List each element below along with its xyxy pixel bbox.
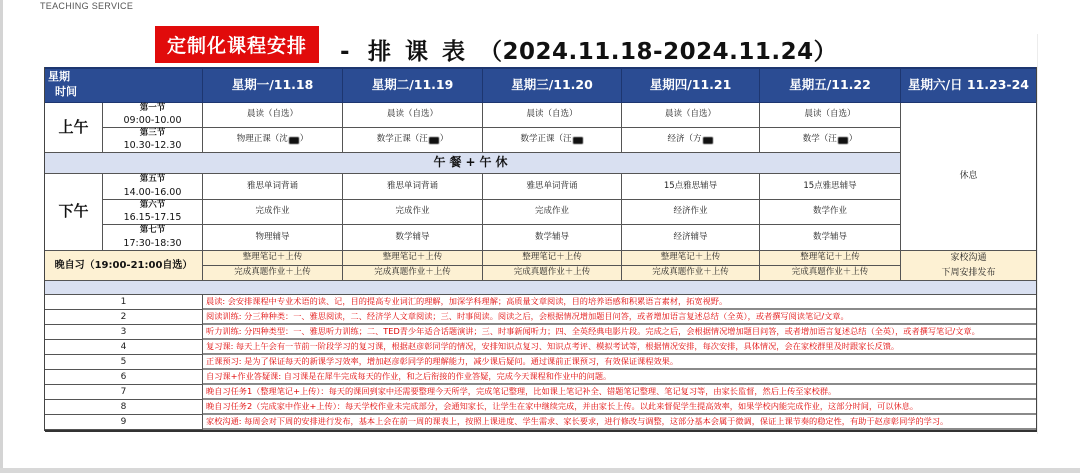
- title-badge: 定制化课程安排: [155, 26, 319, 63]
- note-text: 自习课+作业答疑课: 自习课是在犀牛完成每天的作业，和之后衔接的作业答疑，完成今天课程和作业中的问题。: [203, 370, 1037, 385]
- table-border-bottom: [45, 430, 1037, 432]
- schedule-cell: [203, 103, 343, 128]
- note-number: 8: [45, 400, 203, 415]
- table-border-top: [45, 67, 1037, 69]
- course-name: 晨读（自选）: [664, 109, 716, 120]
- schedule-cell: [760, 128, 901, 153]
- header-corner: [45, 68, 203, 103]
- page-title: [340, 33, 837, 66]
- evening-task-cell: 完成真题作业＋上传: [483, 266, 622, 281]
- course-name: 晨读（自选）: [386, 109, 438, 120]
- day-header: 星期六/日 11.23-24: [901, 68, 1037, 103]
- schedule-cell: 数学作业: [760, 200, 901, 225]
- schedule-cell: [203, 128, 343, 153]
- schedule-cell: [622, 103, 760, 128]
- evening-task-cell: 整理笔记＋上传: [343, 251, 483, 266]
- schedule-cell: 数学辅导: [483, 225, 622, 251]
- course-name: 晨读（自选）: [804, 109, 856, 120]
- note-number: 3: [45, 325, 203, 340]
- redacted-teacher-name: [429, 137, 439, 144]
- schedule-cell: 完成作业: [483, 200, 622, 225]
- course-suffix: ）: [848, 134, 858, 145]
- schedule-cell: 数学辅导: [760, 225, 901, 251]
- lunch-break-band: 午餐+午休: [45, 153, 901, 174]
- page-right-guide: [1037, 34, 1038, 434]
- evening-task-cell: 整理笔记＋上传: [483, 251, 622, 266]
- notes-header-band: [45, 281, 1037, 295]
- schedule-cell: [343, 128, 483, 153]
- course-suffix: ）: [439, 134, 449, 145]
- table-border-right: [1036, 67, 1037, 431]
- slot-label: [103, 174, 203, 200]
- slot-label: [103, 103, 203, 128]
- weekend-task-line2: 下周安排发布: [941, 267, 996, 278]
- note-text: 晚自习任务2（完成家中作业+上传）：每天学校作业未完成部分，会通知家长，让学生在家中继续完成，并由家长上传。以此来督促学生提高效率，如果学校内能完成作业，这部分时间，可以休息。: [203, 400, 1037, 415]
- day-header: 星期四/11.21: [622, 68, 760, 103]
- day-header: 星期一/11.18: [203, 68, 343, 103]
- evening-task-cell: 整理笔记＋上传: [622, 251, 760, 266]
- redacted-teacher-name: [838, 137, 848, 144]
- evening-study-label: 晚自习（19:00-21:00自选）: [45, 251, 203, 281]
- slot-time: 09:00-10.00: [123, 115, 182, 127]
- course-name: 晨读（自选）: [246, 109, 298, 120]
- note-text: 复习课: 每天上午会有一节前一阶段学习的复习课，根据赵彦彰同学的情况，安排知识点复习、知识点考评、模拟考试等，根据情况安排，每次安排，具体情况，会在家校群里及时跟家长反馈。: [203, 340, 1037, 355]
- course-name: 数学正课（汪: [520, 134, 572, 145]
- title-word: 排课表: [368, 39, 480, 65]
- page-left-edge: [0, 0, 3, 473]
- note-number: 1: [45, 295, 203, 310]
- weekend-task-line1: 家校沟通: [950, 253, 987, 264]
- note-number: 6: [45, 370, 203, 385]
- evening-weekend-cell: [901, 251, 1037, 281]
- slot-time: 17:30-18:30: [123, 237, 182, 249]
- course-suffix: ）: [299, 134, 309, 145]
- schedule-cell: [343, 103, 483, 128]
- schedule-cell: 完成作业: [343, 200, 483, 225]
- schedule-cell: 雅思单词背诵: [483, 174, 622, 200]
- schedule-cell: [483, 103, 622, 128]
- weekend-rest-cell: 休息: [901, 103, 1037, 251]
- redacted-teacher-name: [289, 137, 299, 144]
- note-number: 4: [45, 340, 203, 355]
- corner-label-time: 时间: [55, 84, 77, 98]
- slot-name: 第七节: [139, 225, 166, 235]
- slot-name: 第五节: [139, 174, 166, 184]
- slot-name: 第一节: [139, 102, 166, 113]
- period-label-morning: 上午: [45, 103, 103, 153]
- note-number: 5: [45, 355, 203, 370]
- schedule-cell: [483, 128, 622, 153]
- note-text: 正课预习: 是为了保证每天的新课学习效率，增加赵彦彰同学的理解能力，减少课后疑问。通过课前正课预习，有效保证课程效果。: [203, 355, 1037, 370]
- schedule-cell: 经济辅导: [622, 225, 760, 251]
- slot-label: [103, 225, 203, 251]
- day-header: 星期三/11.20: [483, 68, 622, 103]
- evening-task-cell: 完成真题作业＋上传: [203, 266, 343, 281]
- schedule-cell: 经济作业: [622, 200, 760, 225]
- note-text: 阅读训练: 分三种种类：一、雅思阅读，二、经济学人文章阅读；三、时事阅读。阅读之后，会根据情况增加题目问答，或者增加语言复述总结（全英），或者撰写阅读笔记/文章。: [203, 310, 1037, 325]
- note-text: 晨读: 会安排课程中专业术语的读、记，目的提高专业词汇的理解，加深学科理解；高质量文章阅读，目的培养语感和积累语言素材，拓宽视野。: [203, 295, 1037, 310]
- evening-task-cell: 整理笔记＋上传: [760, 251, 901, 266]
- redacted-teacher-name: [703, 137, 713, 144]
- service-label: TEACHING SERVICE: [40, 1, 134, 11]
- schedule-cell: 物理辅导: [203, 225, 343, 251]
- schedule-cell: [760, 103, 901, 128]
- schedule-cell: 数学辅导: [343, 225, 483, 251]
- note-text: 家校沟通: 每周会对下周的安排进行发布，基本上会在前一周的课表上，按照上课进度、学生需求、家长要求，进行修改与调整，这部分基本会属于微调，保证上课节奏的稳定性，有助于赵彦彰同学的学习。: [203, 415, 1037, 430]
- title-dash: -: [340, 39, 351, 65]
- course-name: 经济（方: [667, 134, 702, 145]
- schedule-cell: 雅思单词背诵: [203, 174, 343, 200]
- note-number: 7: [45, 385, 203, 400]
- schedule-cell: 15点雅思辅导: [622, 174, 760, 200]
- schedule-cell: [622, 128, 760, 153]
- schedule-cell: 完成作业: [203, 200, 343, 225]
- evening-task-cell: 整理笔记＋上传: [203, 251, 343, 266]
- slot-label: [103, 128, 203, 153]
- period-label-afternoon: 下午: [45, 174, 103, 251]
- slot-name: 第三节: [139, 127, 166, 138]
- day-header: 星期二/11.19: [343, 68, 483, 103]
- slot-name: 第六节: [139, 199, 166, 210]
- schedule-cell: 雅思单词背诵: [343, 174, 483, 200]
- note-text: 听力训练: 分四种类型：一、雅思听力训练；二、TED青少年适合话题演讲；三、时事新闻听力；四、全英经典电影片段。完成之后，会根据情况增加题目问答，或者增加语言复述总结（全英），或者撰写笔记/文章。: [203, 325, 1037, 340]
- day-header: 星期五/11.22: [760, 68, 901, 103]
- note-text: 晚自习任务1（整理笔记+上传）：每天的课回到家中还需要整理今天所学，完成笔记整理，比如课上笔记补全、错题笔记整理、笔记复习等，由家长监督，然后上传至家校群。: [203, 385, 1037, 400]
- slot-time: 16.15-17.15: [123, 212, 182, 224]
- table-border-left: [44, 67, 45, 431]
- course-name: 数学正课（汪: [376, 134, 428, 145]
- title-date-range: （2024.11.18-2024.11.24）: [479, 39, 838, 65]
- evening-task-cell: 完成真题作业＋上传: [343, 266, 483, 281]
- note-number: 2: [45, 310, 203, 325]
- slot-time: 14.00-16.00: [123, 186, 182, 198]
- corner-label-weekday: 星期: [48, 70, 70, 83]
- course-name: 晨读（自选）: [526, 109, 578, 120]
- slot-time: 10.30-12.30: [123, 140, 182, 152]
- page-bottom-edge: [0, 468, 1080, 473]
- schedule-cell: 15点雅思辅导: [760, 174, 901, 200]
- evening-task-cell: 完成真题作业＋上传: [760, 266, 901, 281]
- note-number: 9: [45, 415, 203, 430]
- slot-label: [103, 200, 203, 225]
- course-name: 物理正课（沈: [236, 134, 288, 145]
- course-name: 数学（汪: [802, 134, 837, 145]
- redacted-teacher-name: [573, 137, 583, 144]
- evening-task-cell: 完成真题作业＋上传: [622, 266, 760, 281]
